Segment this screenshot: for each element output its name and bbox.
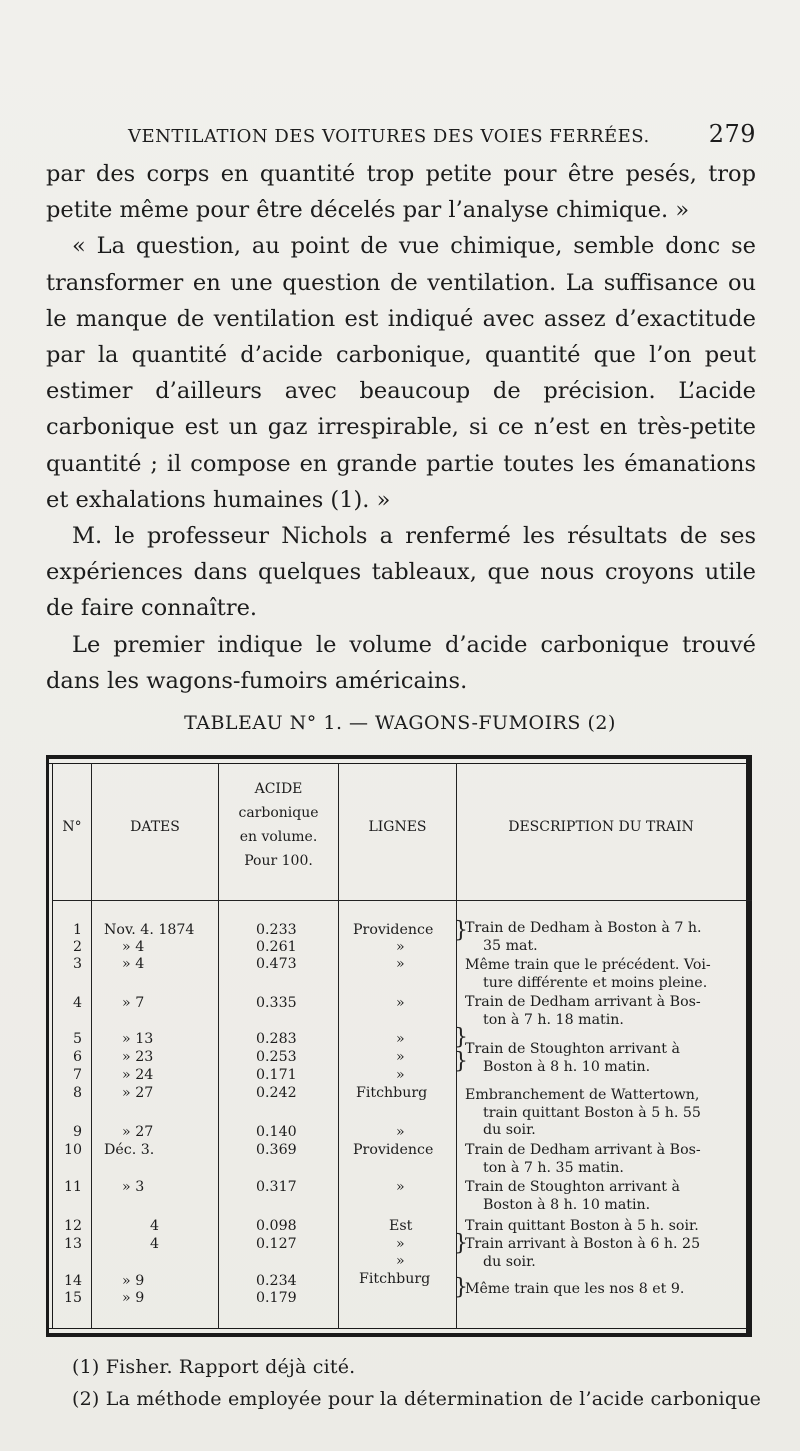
description-block: [465, 1087, 701, 1140]
brace: }: [454, 1025, 468, 1050]
description-line: Train de Stoughton arrivant à: [465, 1041, 680, 1057]
description-block: [465, 1236, 700, 1271]
cell-acide: 0.171: [256, 1067, 297, 1083]
header-rule: [52, 900, 752, 901]
cell-date: » 7: [122, 995, 145, 1011]
footnote-2: (2) La méthode employée pour la détermination de l’acide carbonique: [72, 1388, 762, 1410]
cell-ligne: »: [396, 1067, 405, 1083]
description-line: Même train que les nos 8 et 9.: [465, 1281, 685, 1297]
description-block: [465, 1179, 680, 1214]
cell-ligne: »: [396, 1179, 405, 1195]
cell-ligne: »: [396, 995, 405, 1011]
cell-no: 14: [63, 1273, 82, 1289]
running-title: VENTILATION DES VOITURES DES VOIES FERRÉES.: [128, 126, 650, 147]
cell-acide: 0.369: [256, 1142, 297, 1158]
footnote-1: (1) Fisher. Rapport déjà cité.: [72, 1356, 356, 1378]
header-no: N°: [62, 819, 82, 835]
description-line: Train de Dedham arrivant à Bos-: [465, 1142, 701, 1158]
description-line: ture différente et moins pleine.: [483, 974, 708, 991]
description-line: 35 mat.: [483, 937, 538, 954]
brace: }: [454, 1231, 468, 1256]
description-line: Train quittant Boston à 5 h. soir.: [465, 1218, 699, 1234]
body-text: [46, 156, 756, 699]
cell-no: 3: [72, 956, 82, 972]
cell-date: » 24: [122, 1067, 154, 1083]
table-inner-bottom-rule: [46, 1328, 752, 1329]
cell-date: Déc. 3.: [104, 1142, 155, 1158]
description-block: [465, 1041, 680, 1076]
cell-acide: 0.473: [256, 956, 297, 972]
column-divider: [338, 763, 339, 1329]
cell-ligne: »: [396, 939, 405, 955]
cell-no: 7: [72, 1067, 82, 1083]
cell-ligne: Providence: [353, 1142, 434, 1158]
description-line: Train de Dedham arrivant à Bos-: [465, 994, 701, 1010]
brace: }: [454, 918, 468, 943]
cell-date: » 27: [122, 1124, 154, 1140]
cell-acide: 0.242: [256, 1085, 297, 1101]
cell-acide: 0.317: [256, 1179, 297, 1195]
table-inner-top-rule: [46, 763, 752, 764]
cell-no: 5: [72, 1031, 82, 1047]
cell-acide: 0.335: [256, 995, 297, 1011]
paragraph-1: par des corps en quantité trop petite pour être pesés, trop petite même pour être décelés par l’analyse chimique. »: [46, 161, 756, 224]
cell-acide: 0.140: [256, 1124, 297, 1140]
cell-date: » 3: [122, 1179, 145, 1195]
description-block: [465, 1281, 684, 1299]
cell-date: » 9: [122, 1273, 145, 1289]
cell-ligne-ditto: »: [396, 1253, 405, 1269]
page-number: 279: [708, 120, 756, 148]
cell-date: » 13: [122, 1031, 154, 1047]
column-divider: [91, 763, 92, 1329]
cell-acide: 0.283: [256, 1031, 297, 1047]
cell-ligne: Est: [389, 1218, 413, 1234]
header-acide-line-3: en volume.: [239, 829, 318, 845]
description-block: [465, 1218, 699, 1236]
cell-acide: 0.127: [256, 1236, 297, 1252]
cell-ligne: Providence: [353, 922, 434, 938]
header-dates: DATES: [130, 819, 180, 835]
description-line: Train arrivant à Boston à 6 h. 25: [465, 1236, 701, 1252]
header-acide-line-2: carbonique: [238, 805, 319, 821]
cell-acide: 0.233: [256, 922, 297, 938]
table-caption: TABLEAU N° 1. — WAGONS-FUMOIRS (2): [184, 712, 616, 734]
cell-no: 15: [63, 1290, 82, 1306]
cell-ligne: »: [396, 1124, 405, 1140]
cell-no: 10: [63, 1142, 82, 1158]
cell-date: 4: [150, 1218, 160, 1234]
running-header: [128, 120, 756, 150]
description-line: Train de Stoughton arrivant à: [465, 1179, 680, 1195]
cell-acide: 0.253: [256, 1049, 297, 1065]
cell-no: 12: [63, 1218, 82, 1234]
paragraph-4: Le premier indique le volume d’acide carbonique trouvé dans les wagons-fumoirs américains.: [46, 631, 756, 694]
cell-date: » 27: [122, 1085, 154, 1101]
cell-date: Nov. 4. 1874: [104, 922, 195, 938]
cell-date: 4: [150, 1236, 160, 1252]
description-line: Embranchement de Wattertown,: [465, 1087, 700, 1103]
header-description: DESCRIPTION DU TRAIN: [508, 819, 694, 835]
description-line: Train de Dedham à Boston à 7 h.: [465, 920, 702, 936]
header-lignes: LIGNES: [368, 819, 427, 835]
cell-acide: 0.098: [256, 1218, 297, 1234]
cell-date: » 9: [122, 1290, 145, 1306]
description-line: ton à 7 h. 35 matin.: [483, 1159, 624, 1176]
cell-ligne: Fitchburg: [359, 1271, 431, 1287]
cell-date: » 4: [122, 956, 145, 972]
cell-no: 13: [63, 1236, 82, 1252]
cell-no: 1: [72, 922, 82, 938]
table-inner-left-rule: [52, 763, 53, 1329]
description-line: ton à 7 h. 18 matin.: [483, 1011, 624, 1028]
cell-acide: 0.261: [256, 939, 297, 955]
description-block: [465, 920, 702, 955]
cell-acide: 0.179: [256, 1290, 297, 1306]
data-table: [46, 755, 752, 1337]
brace: }: [454, 1275, 468, 1300]
description-line: Même train que le précédent. Voi-: [465, 957, 711, 973]
header-acide-line-1: ACIDE: [254, 781, 303, 797]
description-line: Boston à 8 h. 10 matin.: [483, 1196, 651, 1213]
cell-no: 11: [63, 1179, 82, 1195]
cell-no: 2: [72, 939, 82, 955]
cell-acide: 0.234: [256, 1273, 297, 1289]
header-acide: [219, 777, 338, 873]
cell-no: 4: [72, 995, 82, 1011]
cell-ligne: »: [396, 1031, 405, 1047]
cell-ligne: »: [396, 1049, 405, 1065]
description-line: du soir.: [483, 1253, 536, 1270]
cell-no: 9: [72, 1124, 82, 1140]
cell-no: 6: [72, 1049, 82, 1065]
cell-date: » 4: [122, 939, 145, 955]
header-acide-line-4: Pour 100.: [244, 853, 313, 869]
description-line: Boston à 8 h. 10 matin.: [483, 1058, 651, 1075]
description-line: du soir.: [483, 1122, 536, 1138]
description-block: [465, 1142, 701, 1177]
cell-no: 8: [72, 1085, 82, 1101]
description-block: [465, 957, 711, 992]
cell-ligne: Fitchburg: [356, 1085, 428, 1101]
cell-date: » 23: [122, 1049, 154, 1065]
cell-ligne: »: [396, 956, 405, 972]
cell-ligne: »: [396, 1236, 405, 1252]
paragraph-2: « La question, au point de vue chimique, semble donc se transformer en une question de ventilation. La suffisance ou le manque de ventilation est indiqué avec assez d’exactitude par la quantité d’acide carbonique, quantité que l’on peut estimer d’ailleurs avec beaucoup de précision. L’acide carbonique est un gaz irrespirable, si ce n’est en très-petite quantité ; il compose en grande partie toutes les émanations et exhalations humaines (1). »: [46, 233, 756, 513]
brace: }: [454, 1049, 468, 1074]
paragraph-3: M. le professeur Nichols a renfermé les résultats de ses expériences dans quelques tableaux, que nous croyons utile de faire connaître.: [46, 523, 756, 622]
description-block: [465, 994, 701, 1029]
description-line: train quittant Boston à 5 h. 55: [483, 1104, 701, 1121]
